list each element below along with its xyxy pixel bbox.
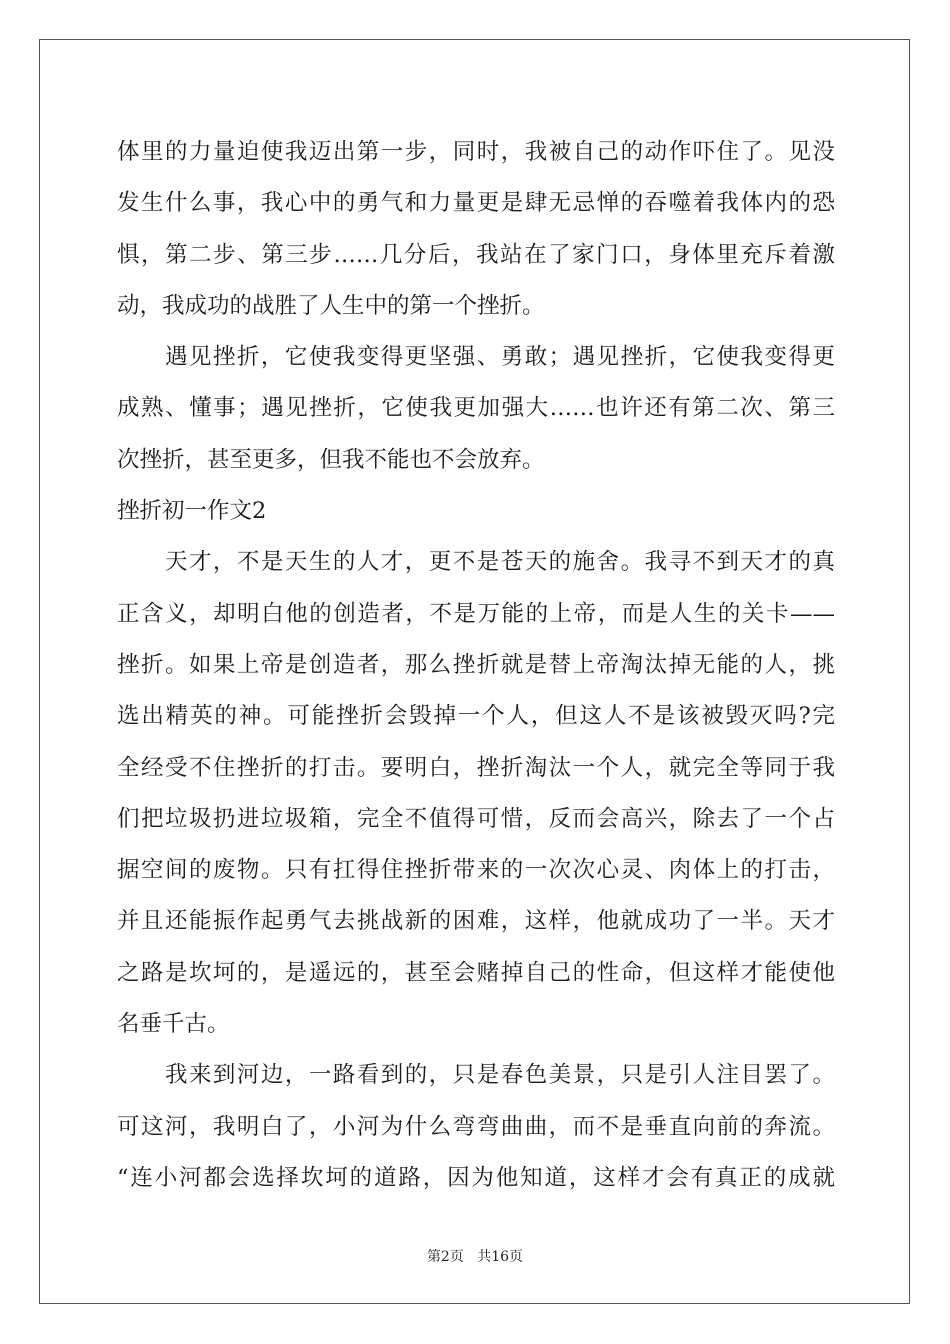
text-line: 名垂千古。 bbox=[117, 1011, 230, 1038]
text-line: 们把垃圾扔进垃圾箱，完全不值得可惜，反而会高兴，除去了一个占 bbox=[117, 805, 835, 832]
text-line: 成熟、懂事；遇见挫折，它使我更加强大……也许还有第二次、第三 bbox=[117, 395, 835, 422]
text-line: “连小河都会选择坎坷的道路，因为他知道，这样才会有真正的成就 bbox=[117, 1164, 835, 1191]
text-line: 我来到河边，一路看到的，只是春色美景，只是引人注目罢了。 bbox=[117, 1062, 835, 1089]
text-line: 并且还能振作起勇气去挑战新的困难，这样，他就成功了一半。天才 bbox=[117, 908, 835, 935]
text-line: 发生什么事，我心中的勇气和力量更是肆无忌惮的吞噬着我体内的恐 bbox=[117, 190, 835, 217]
text-line: 次挫折，甚至更多，但我不能也不会放弃。 bbox=[117, 446, 545, 473]
text-line: 据空间的废物。只有扛得住挫折带来的一次次心灵、肉体上的打击， bbox=[117, 857, 835, 884]
text-line: 挫折。如果上帝是创造者，那么挫折就是替上帝淘汰掉无能的人，挑 bbox=[117, 651, 835, 678]
text-line: 动，我成功的战胜了人生中的第一个挫折。 bbox=[117, 292, 545, 319]
text-line: 惧，第二步、第三步……几分后，我站在了家门口，身体里充斥着激 bbox=[117, 241, 835, 268]
text-line: 天才，不是天生的人才，更不是苍天的施舍。我寻不到天才的真 bbox=[117, 549, 835, 576]
text-line: 遇见挫折，它使我变得更坚强、勇敢；遇见挫折，它使我变得更 bbox=[117, 344, 835, 371]
page-total: 共16页 bbox=[477, 1249, 524, 1265]
page-footer bbox=[0, 1246, 950, 1266]
section-heading: 挫折初一作文2 bbox=[117, 498, 267, 525]
page-number: 第2页 bbox=[426, 1249, 464, 1265]
text-line: 全经受不住挫折的打击。要明白，挫折淘汰一个人，就完全等同于我 bbox=[117, 754, 835, 781]
document-body bbox=[117, 127, 835, 1204]
text-line: 选出精英的神。可能挫折会毁掉一个人，但这人不是该被毁灭吗?完 bbox=[117, 703, 835, 730]
text-line: 可这河，我明白了，小河为什么弯弯曲曲，而不是垂直向前的奔流。 bbox=[117, 1113, 835, 1140]
text-line: 之路是坎坷的，是遥远的，甚至会赌掉自己的性命，但这样才能使他 bbox=[117, 959, 835, 986]
text-line: 正含义，却明白他的创造者，不是万能的上帝，而是人生的关卡—— bbox=[117, 600, 835, 627]
text-line: 体里的力量迫使我迈出第一步，同时，我被自己的动作吓住了。见没 bbox=[117, 139, 835, 165]
